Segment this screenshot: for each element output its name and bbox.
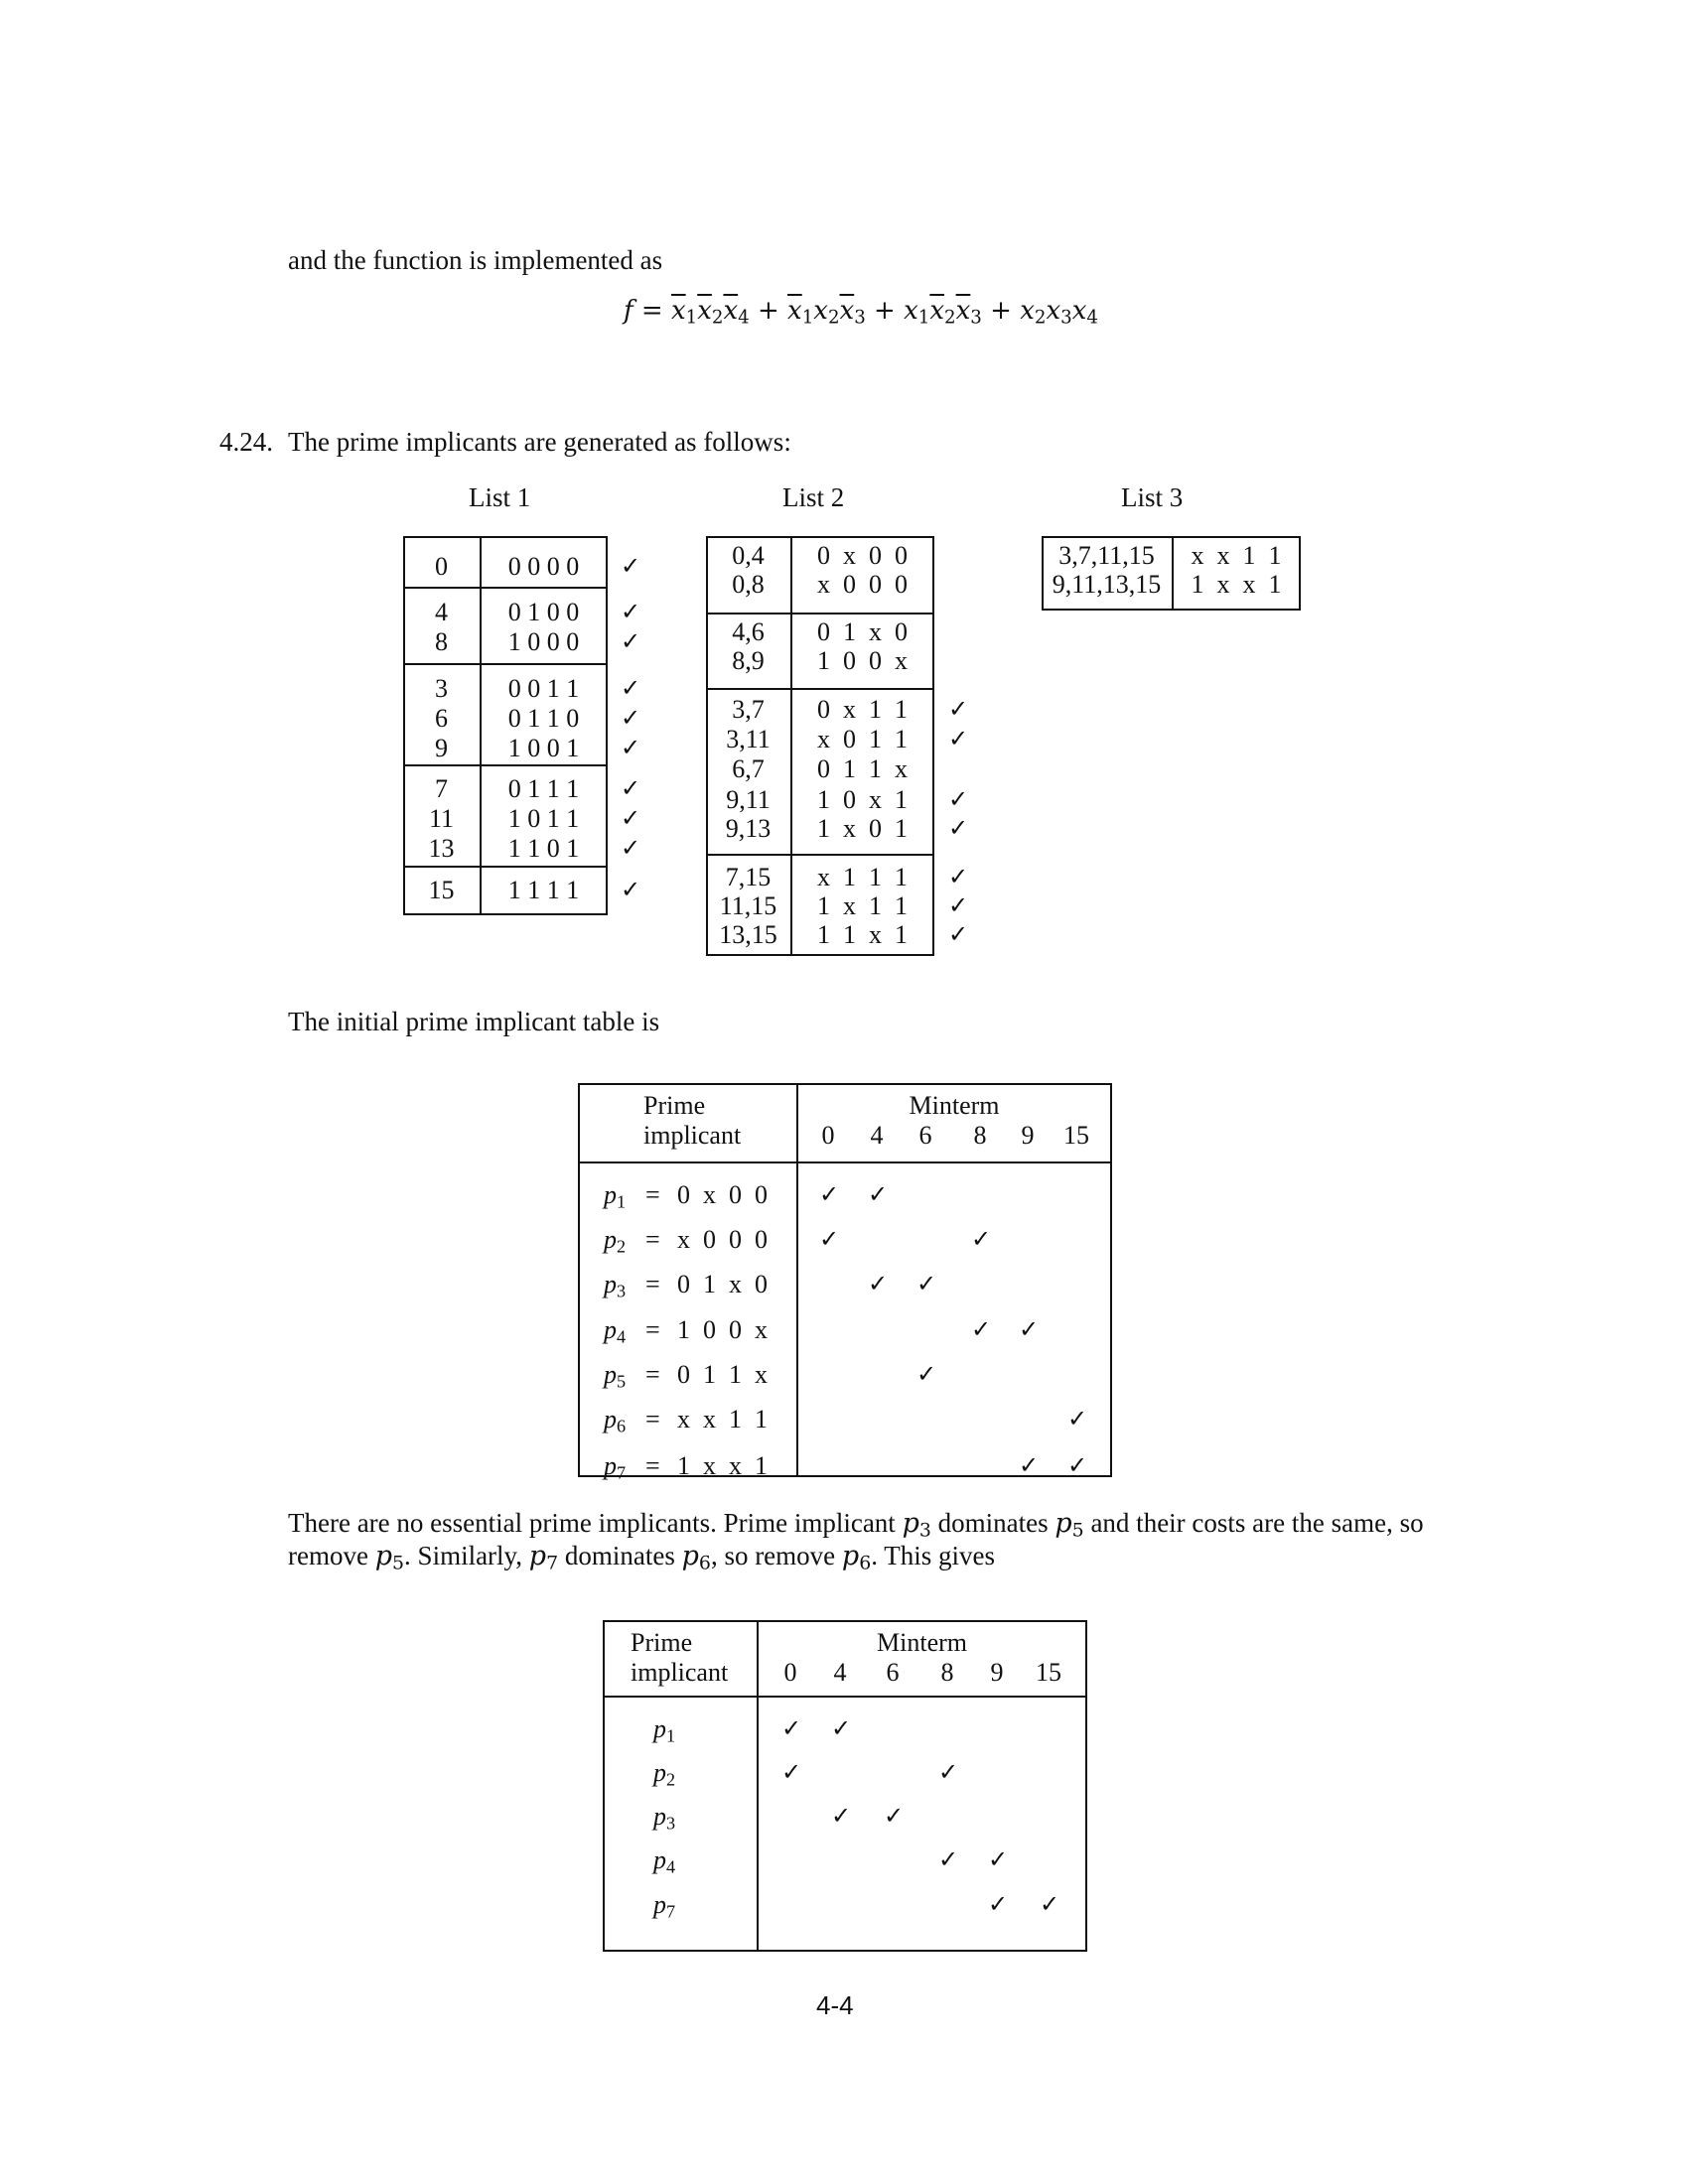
binary-pattern: x x 1 1 [1191, 541, 1282, 570]
binary-pattern: 1 0 0 x [817, 646, 908, 675]
check-icon: ✓ [938, 1845, 959, 1873]
implicant-label: $p_4$ [653, 1845, 676, 1877]
minterm-label: 9 [435, 734, 448, 762]
implicant-ref: $p_3$ [902, 1508, 931, 1542]
column-divider [757, 1620, 759, 1952]
binary-pattern: 1 x 0 1 [817, 814, 908, 843]
implicant-ref: $p_7$ [528, 1541, 559, 1574]
binary-pattern: 0 1 x 0 [817, 617, 908, 646]
implicant-ref: $p_6$ [681, 1541, 711, 1574]
formula-variable: $\overline{x}_2$ [929, 296, 956, 329]
minterm-label: 9,13 [725, 814, 772, 843]
page-number: 4-4 [816, 1990, 854, 2020]
check-icon: ✓ [781, 1714, 802, 1742]
group-divider [403, 764, 608, 766]
list1-title: List 1 [469, 482, 531, 512]
minterm-label: 15 [428, 876, 455, 904]
check-icon: ✓ [621, 834, 641, 862]
group-divider [403, 663, 608, 665]
plus-sign: + [981, 296, 1021, 326]
minterm-label: 6 [435, 704, 448, 733]
binary-pattern: 0 1 1 1 [507, 774, 580, 803]
check-icon: ✓ [868, 1270, 889, 1297]
binary-pattern: 0 1 1 0 [507, 704, 580, 733]
group-divider [403, 587, 608, 589]
minterm-column-6: 6 [886, 1658, 900, 1687]
list2-title: List 2 [782, 482, 845, 512]
implicant-label: $p_4$ [604, 1315, 627, 1347]
group-divider [706, 613, 934, 614]
minterm-label: 7 [435, 774, 448, 803]
header-prime: Prime [643, 1091, 706, 1120]
implicant-label: $p_6$ [604, 1405, 627, 1436]
check-icon: ✓ [971, 1225, 992, 1253]
check-icon: ✓ [621, 627, 641, 655]
paragraph-text: , so remove [710, 1541, 842, 1570]
minterm-label: 11 [428, 804, 455, 833]
column-divider [796, 1083, 798, 1477]
check-icon: ✓ [948, 891, 969, 919]
check-icon: ✓ [948, 863, 969, 890]
binary-pattern: 1 1 x 1 [817, 920, 908, 949]
paragraph-text: dominates [558, 1541, 682, 1570]
binary-pattern: 1 0 1 1 [507, 804, 580, 833]
binary-pattern: 1 0 0 1 [507, 734, 580, 762]
check-icon: ✓ [1040, 1890, 1060, 1918]
minterm-label: 8,9 [732, 646, 765, 675]
check-icon: ✓ [988, 1845, 1009, 1873]
minterm-column-4: 4 [833, 1658, 847, 1687]
header-minterm: Minterm [877, 1628, 967, 1657]
minterm-label: 3,7 [732, 695, 765, 724]
check-icon: ✓ [621, 876, 641, 903]
equals-sign: = [645, 1451, 660, 1480]
minterm-label: 3 [435, 674, 448, 703]
minterm-column-4: 4 [870, 1121, 884, 1150]
formula-variable: $x_2$ [1020, 296, 1047, 329]
binary-pattern: 1 0 0 0 [507, 627, 580, 656]
check-icon: ✓ [819, 1180, 840, 1208]
check-icon: ✓ [938, 1758, 959, 1786]
minterm-column-15: 15 [1063, 1121, 1089, 1150]
minterm-label: 6,7 [732, 754, 765, 783]
header-implicant: implicant [631, 1658, 729, 1687]
minterm-label: 3,11 [726, 725, 771, 753]
group-divider [706, 854, 934, 856]
minterm-label: 0,8 [732, 570, 765, 599]
paragraph-text: There are no essential prime implicants. Prime implicant [288, 1508, 903, 1538]
header-minterm: Minterm [909, 1091, 1000, 1120]
binary-pattern: 1 1 1 1 [507, 876, 580, 904]
implicant-label: $p_3$ [604, 1270, 627, 1301]
plus-sign: + [749, 296, 788, 326]
check-icon: ✓ [948, 920, 969, 948]
check-icon: ✓ [621, 598, 641, 625]
formula-variable: $x_3$ [1046, 296, 1072, 329]
check-icon: ✓ [1067, 1451, 1088, 1479]
equals-sign: = [645, 1360, 660, 1389]
binary-pattern: 0 1 0 0 [507, 598, 580, 626]
check-icon: ✓ [916, 1360, 937, 1388]
minterm-label: 4,6 [732, 617, 765, 646]
check-icon: ✓ [948, 814, 969, 842]
binary-pattern: 0 x 1 1 [817, 695, 908, 724]
binary-pattern: x 1 1 1 [817, 863, 908, 891]
binary-pattern: x 0 0 0 [817, 570, 908, 599]
minterm-label: 7,15 [725, 863, 772, 891]
formula-variable: $\overline{x}_2$ [697, 296, 724, 329]
check-icon: ✓ [1019, 1451, 1040, 1479]
paragraph-text: . This gives [871, 1541, 995, 1570]
binary-pattern: 1 0 x 1 [817, 785, 908, 814]
intro-text: and the function is implemented as [288, 245, 663, 275]
check-icon: ✓ [948, 785, 969, 813]
check-icon: ✓ [621, 734, 641, 761]
implicant-label: $p_1$ [653, 1714, 676, 1746]
minterm-label: 4 [435, 598, 448, 626]
check-icon: ✓ [781, 1758, 802, 1786]
group-divider [706, 688, 934, 690]
check-icon: ✓ [1019, 1315, 1040, 1343]
check-icon: ✓ [916, 1270, 937, 1297]
paragraph-text: and their costs are the same, so [1083, 1508, 1424, 1538]
equals-sign: = [645, 1225, 660, 1254]
implicant-bits: x x 1 1 [677, 1405, 768, 1433]
problem-number: 4.24. [219, 427, 273, 457]
minterm-column-0: 0 [821, 1121, 835, 1150]
check-icon: ✓ [621, 552, 641, 580]
header-prime: Prime [631, 1628, 693, 1657]
implicant-label: $p_3$ [653, 1802, 676, 1834]
minterm-label: 9,11 [726, 785, 771, 814]
implicant-label: $p_7$ [653, 1890, 676, 1922]
check-icon: ✓ [819, 1225, 840, 1253]
equals-sign: = [645, 1270, 660, 1298]
check-icon: ✓ [621, 704, 641, 732]
check-icon: ✓ [948, 695, 969, 723]
problem-statement: The prime implicants are generated as follows: [288, 427, 791, 457]
minterm-label: 8 [435, 627, 448, 656]
minterm-label: 13,15 [719, 920, 777, 949]
implicant-ref: $p_5$ [1055, 1508, 1084, 1542]
check-icon: ✓ [621, 674, 641, 702]
paragraph-text: dominates [930, 1508, 1055, 1538]
equals-sign: = [645, 1315, 660, 1344]
equals-sign: = [633, 296, 671, 326]
formula-variable: $\overline{x}_1$ [787, 296, 814, 329]
header-implicant: implicant [643, 1121, 742, 1150]
check-icon: ✓ [621, 774, 641, 802]
implicant-ref: $p_5$ [374, 1541, 405, 1574]
plus-sign: + [865, 296, 905, 326]
group-divider [403, 866, 608, 868]
check-icon: ✓ [868, 1180, 889, 1208]
binary-pattern: 0 1 1 x [817, 754, 908, 783]
paragraph-text: . Similarly, [404, 1541, 529, 1570]
binary-pattern: 0 0 1 1 [507, 674, 580, 703]
list3-title: List 3 [1121, 482, 1184, 512]
minterm-label: 11,15 [719, 891, 777, 920]
header-divider [603, 1696, 1087, 1698]
minterm-label: 9,11,13,15 [1052, 570, 1162, 599]
equals-sign: = [645, 1180, 660, 1209]
implicant-ref: $p_6$ [841, 1541, 872, 1574]
binary-pattern: 1 x x 1 [1191, 570, 1282, 599]
implicant-label: $p_2$ [604, 1225, 627, 1257]
binary-pattern: 1 x 1 1 [817, 891, 908, 920]
minterm-column-6: 6 [918, 1121, 932, 1150]
minterm-label: 0 [435, 552, 448, 581]
formula-lhs: f [624, 296, 633, 326]
implicant-label: $p_2$ [653, 1758, 676, 1790]
formula-variable: $\overline{x}_3$ [955, 296, 982, 329]
check-icon: ✓ [988, 1890, 1009, 1918]
minterm-column-8: 8 [973, 1121, 987, 1150]
implicant-label: $p_7$ [604, 1451, 627, 1483]
minterm-column-9: 9 [990, 1658, 1004, 1687]
implicant-bits: 0 1 1 x [677, 1360, 768, 1389]
implicant-bits: 0 x 0 0 [677, 1180, 768, 1209]
minterm-column-9: 9 [1021, 1121, 1035, 1150]
check-icon: ✓ [831, 1714, 852, 1742]
formula-variable: $x_4$ [1071, 296, 1098, 329]
implicant-bits: x 0 0 0 [677, 1225, 768, 1254]
implicant-label: $p_1$ [604, 1180, 627, 1212]
implicant-bits: 0 1 x 0 [677, 1270, 768, 1298]
minterm-column-8: 8 [940, 1658, 954, 1687]
check-icon: ✓ [971, 1315, 992, 1343]
minterm-column-15: 15 [1036, 1658, 1061, 1687]
formula-variable: $\overline{x}_3$ [839, 296, 866, 329]
boolean-formula [624, 295, 1098, 335]
binary-pattern: x 0 1 1 [817, 725, 908, 753]
paragraph-text: remove [288, 1541, 375, 1570]
minterm-label: 3,7,11,15 [1058, 541, 1155, 570]
header-divider [578, 1161, 1112, 1163]
check-icon: ✓ [884, 1802, 905, 1830]
formula-variable: $\overline{x}_1$ [670, 296, 698, 329]
check-icon: ✓ [621, 804, 641, 832]
formula-variable: $x_2$ [813, 296, 840, 329]
formula-variable: $\overline{x}_4$ [723, 296, 750, 329]
minterm-column-0: 0 [783, 1658, 797, 1687]
binary-pattern: 0 0 0 0 [507, 552, 580, 581]
implicant-bits: 1 x x 1 [677, 1451, 768, 1480]
equals-sign: = [645, 1405, 660, 1433]
paragraph-line-2 [288, 1540, 995, 1579]
formula-variable: $x_1$ [904, 296, 930, 329]
binary-pattern: 1 1 0 1 [507, 834, 580, 863]
binary-pattern: 0 x 0 0 [817, 541, 908, 570]
check-icon: ✓ [1067, 1405, 1088, 1433]
minterm-label: 0,4 [732, 541, 765, 570]
check-icon: ✓ [831, 1802, 852, 1830]
minterm-label: 13 [428, 834, 455, 863]
implicant-label: $p_5$ [604, 1360, 627, 1392]
check-icon: ✓ [948, 725, 969, 752]
initial-table-caption: The initial prime implicant table is [288, 1007, 660, 1036]
implicant-bits: 1 0 0 x [677, 1315, 768, 1344]
